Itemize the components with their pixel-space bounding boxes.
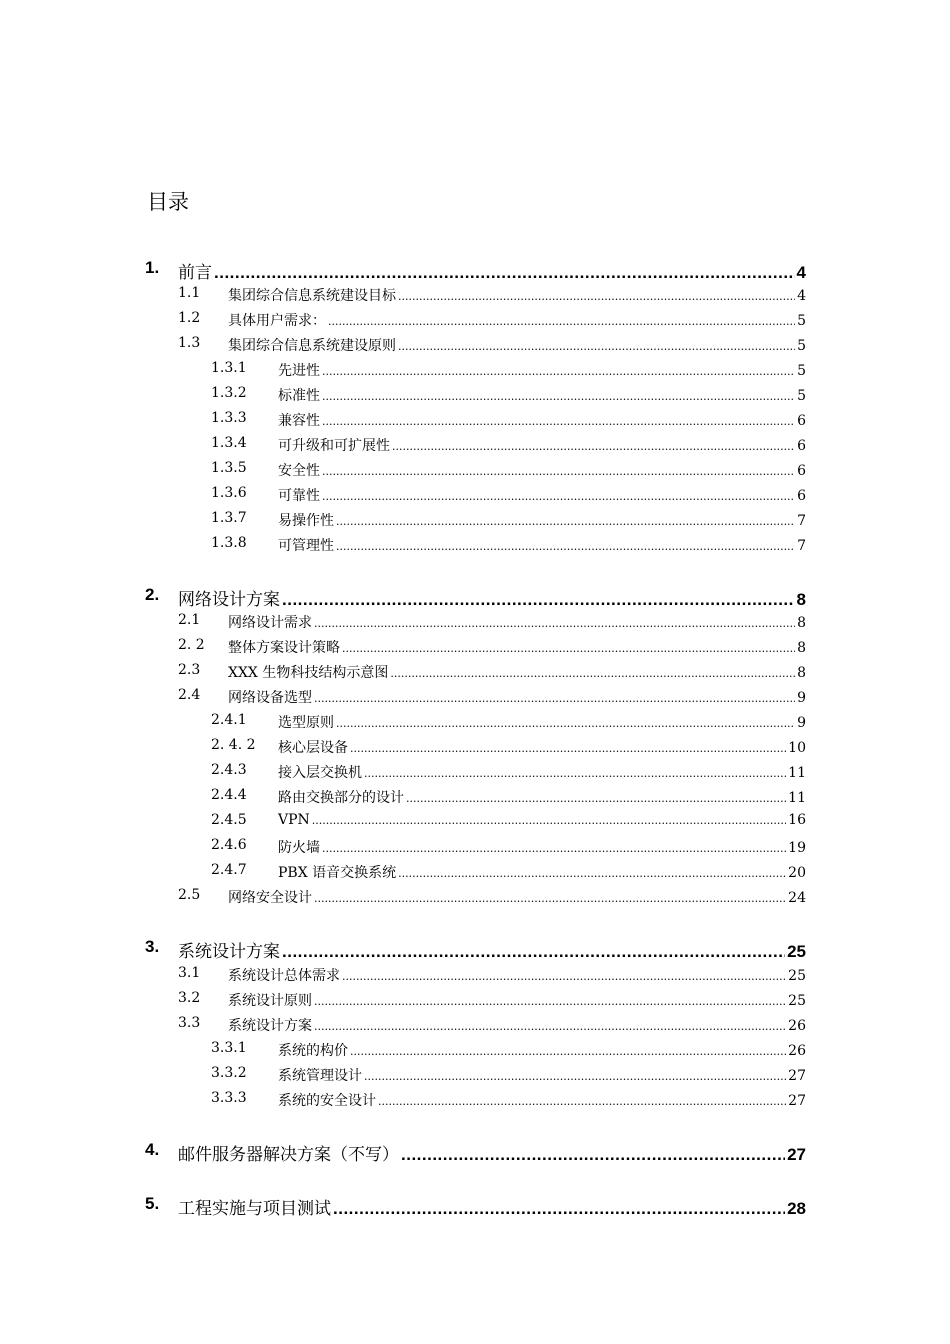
toc-entry[interactable] [0,1040,950,1062]
dot-leader [314,617,795,630]
toc-entry[interactable] [0,887,950,909]
toc-entry[interactable] [0,1140,950,1166]
toc-entry-number: 1.2 [178,310,201,326]
toc-entry-title: 系统设计原则 [228,993,312,1009]
dot-leader [333,1199,785,1219]
toc-entry-page: 5 [797,313,806,329]
toc-entry[interactable] [0,837,950,859]
toc-entry[interactable] [0,990,950,1012]
toc-entry-page: 8 [797,615,806,631]
toc-entry-number: 2.4 [178,687,201,703]
toc-entry-page: 8 [797,640,806,656]
toc-entry[interactable] [0,485,950,507]
toc-entry-page: 11 [788,790,806,806]
toc-entry-page: 4 [796,263,806,282]
toc-entry-number: 2.3 [178,662,201,678]
toc-entry[interactable] [0,510,950,532]
dot-leader [314,1020,786,1033]
toc-entry-title: 网络设计需求 [228,615,312,631]
toc-entry[interactable] [0,285,950,307]
toc-entry[interactable] [0,258,950,284]
toc-entry-page: 7 [797,538,806,554]
toc-entry-number: 4. [145,1140,160,1159]
toc-entry-page: 26 [788,1018,806,1034]
toc-entry-number: 2.4.3 [211,762,247,778]
toc-entry-title: 系统管理设计 [278,1068,362,1084]
toc-entry-title: 先进性 [278,363,320,379]
toc-entry[interactable] [0,737,950,759]
toc-entry[interactable] [0,335,950,357]
toc-entry-number: 3.3 [178,1015,201,1031]
toc-entry-title: 可管理性 [278,538,334,554]
toc-entry-page: 27 [788,1093,806,1109]
toc-entry-page: 5 [797,388,806,404]
toc-entry-number: 1.3.5 [211,460,247,476]
toc-entry-number: 1.1 [178,285,201,301]
dot-leader [322,415,795,428]
toc-entry-page: 25 [788,993,806,1009]
toc-entry-page: 19 [788,840,806,856]
toc-entry[interactable] [0,862,950,884]
dot-leader [406,792,786,805]
toc-entry-number: 3.1 [178,965,201,981]
dot-leader [364,767,786,780]
toc-entry-title: PBX 语音交换系统 [278,865,397,881]
dot-leader [336,515,795,528]
toc-entry-page: 11 [788,765,806,781]
dot-leader [398,290,795,303]
toc-entry-title: 可靠性 [278,488,320,504]
toc-entry-title: XXX 生物科技结构示意图 [228,665,389,681]
toc-entry-number: 3.2 [178,990,201,1006]
toc-entry[interactable] [0,637,950,659]
toc-entry-page: 25 [787,942,806,961]
dot-leader [322,490,795,503]
toc-entry-number: 5. [145,1194,160,1213]
toc-entry-title: 系统设计方案 [178,942,280,962]
dot-leader [392,440,795,453]
toc-entry-title: VPN [278,812,310,828]
toc-entry-number: 2. 4. 2 [211,737,256,753]
toc-entry[interactable] [0,1065,950,1087]
toc-entry[interactable] [0,410,950,432]
toc-entry-title: 系统的构价 [278,1043,348,1059]
toc-entry[interactable] [0,1015,950,1037]
toc-entry-title: 防火墙 [278,840,320,856]
toc-entry-title: 路由交换部分的设计 [278,790,404,806]
toc-entry-page: 9 [797,690,806,706]
toc-entry[interactable] [0,762,950,784]
toc-entry[interactable] [0,612,950,634]
dot-leader [378,1095,786,1108]
toc-entry-number: 1.3.1 [211,360,247,376]
toc-entry[interactable] [0,585,950,611]
toc-entry[interactable] [0,812,950,834]
toc-entry-page: 8 [796,590,806,609]
toc-entry-page: 25 [788,968,806,984]
toc-entry-page: 6 [797,413,806,429]
toc-title: 目录 [147,190,189,214]
toc-entry-title: 标准性 [278,388,320,404]
toc-entry-number: 3.3.2 [211,1065,247,1081]
toc-entry[interactable] [0,1194,950,1220]
dot-leader [350,1045,786,1058]
toc-entry-number: 3.3.3 [211,1090,247,1106]
toc-entry-number: 1.3.2 [211,385,247,401]
toc-entry-title: 邮件服务器解决方案（不写） [178,1145,399,1165]
toc-entry-number: 1.3 [178,335,201,351]
toc-entry-number: 1. [145,258,160,277]
toc-entry[interactable] [0,712,950,734]
dot-leader [282,942,785,962]
toc-entry-title: 兼容性 [278,413,320,429]
dot-leader [314,995,786,1008]
toc-entry-page: 7 [797,513,806,529]
toc-entry-title: 集团综合信息系统建设原则 [228,338,396,354]
toc-entry-number: 2.5 [178,887,201,903]
toc-entry-page: 6 [797,463,806,479]
toc-entry-title: 工程实施与项目测试 [178,1199,331,1219]
dot-leader [282,590,795,610]
toc-entry-page: 8 [797,665,806,681]
dot-leader [322,842,786,855]
dot-leader [322,465,795,478]
dot-leader [342,642,795,655]
toc-entry-number: 2.1 [178,612,201,628]
toc-entry-page: 24 [788,890,806,906]
dot-leader [350,742,786,755]
toc-entry-number: 1.3.3 [211,410,247,426]
toc-entry-page: 6 [797,438,806,454]
dot-leader [342,970,786,983]
dot-leader [214,263,795,283]
toc-entry-number: 2.4.7 [211,862,247,878]
toc-entry-title: 接入层交换机 [278,765,362,781]
toc-entry-number: 2.4.4 [211,787,247,803]
toc-entry-title: 选型原则 [278,715,334,731]
toc-entry[interactable] [0,435,950,457]
toc-entry-title: 具体用户需求： [228,313,326,329]
dot-leader [314,692,795,705]
toc-entry-page: 27 [788,1068,806,1084]
toc-entry-number: 2. 2 [178,637,205,653]
toc-entry-number: 2.4.6 [211,837,247,853]
toc-entry[interactable] [0,1090,950,1112]
toc-entry-title: 可升级和可扩展性 [278,438,390,454]
dot-leader [322,390,795,403]
toc-entry-page: 5 [797,338,806,354]
toc-entry[interactable] [0,385,950,407]
toc-entry-title: 网络安全设计 [228,890,312,906]
dot-leader [364,1070,786,1083]
toc-entry-title: 系统设计总体需求 [228,968,340,984]
toc-entry[interactable] [0,937,950,963]
toc-entry-title: 集团综合信息系统建设目标 [228,288,396,304]
toc-entry-page: 10 [788,740,806,756]
toc-entry-number: 1.3.8 [211,535,247,551]
toc-entry-title: 网络设计方案 [178,590,280,610]
dot-leader [314,892,786,905]
dot-leader [322,365,795,378]
toc-entry-page: 27 [787,1145,806,1164]
toc-entry-page: 4 [797,288,806,304]
toc-entry-page: 5 [797,363,806,379]
toc-entry-number: 1.3.7 [211,510,247,526]
toc-entry-page: 28 [787,1199,806,1218]
toc-entry[interactable] [0,360,950,382]
dot-leader [312,814,786,827]
toc-entry-number: 1.3.4 [211,435,247,451]
toc-entry[interactable] [0,310,950,332]
toc-entry-title: 系统的安全设计 [278,1093,376,1109]
toc-entry[interactable] [0,965,950,987]
toc-entry-title: 整体方案设计策略 [228,640,340,656]
toc-entry-number: 2.4.1 [211,712,247,728]
dot-leader [390,667,795,680]
toc-entry-title: 核心层设备 [278,740,348,756]
toc-entry-number: 3. [145,937,160,956]
toc-entry-title: 安全性 [278,463,320,479]
toc-entry-page: 9 [797,715,806,731]
toc-entry-title: 网络设备选型 [228,690,312,706]
toc-entry-title: 易操作性 [278,513,334,529]
toc-entry-page: 16 [788,812,806,828]
toc-entry-number: 3.3.1 [211,1040,247,1056]
dot-leader [328,315,795,328]
toc-entry[interactable] [0,535,950,557]
toc-entry[interactable] [0,787,950,809]
toc-entry-page: 26 [788,1043,806,1059]
toc-entry-title: 前言 [178,263,212,283]
toc-entry-number: 2.4.5 [211,812,247,828]
dot-leader [398,867,786,880]
dot-leader [401,1145,785,1165]
toc-entry[interactable] [0,460,950,482]
toc-entry-page: 20 [788,865,806,881]
toc-entry-number: 1.3.6 [211,485,247,501]
toc-entry-page: 6 [797,488,806,504]
toc-entry[interactable] [0,687,950,709]
toc-entry[interactable] [0,662,950,684]
toc-entry-number: 2. [145,585,160,604]
toc-entry-title: 系统设计方案 [228,1018,312,1034]
dot-leader [336,717,795,730]
dot-leader [398,340,795,353]
dot-leader [336,540,795,553]
